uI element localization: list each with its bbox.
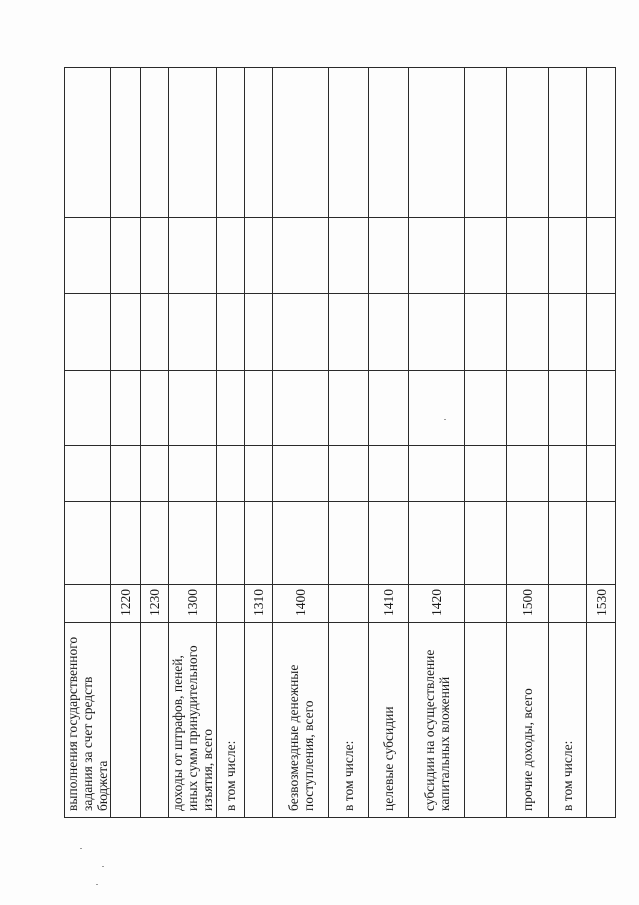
value-cell: [65, 218, 111, 294]
value-cell: [329, 446, 369, 502]
value-cell: [409, 371, 465, 446]
row-name-cell: [587, 623, 616, 818]
row-name-cell: прочие доходы, всего: [507, 623, 549, 818]
value-cell: [245, 218, 273, 294]
value-cell: [65, 371, 111, 446]
table-row: [549, 68, 587, 818]
value-cell: [217, 68, 245, 218]
value-cell: [409, 218, 465, 294]
value-cell: [507, 502, 549, 585]
value-cell: [217, 218, 245, 294]
value-cell: [169, 502, 217, 585]
row-name-cell: в том числе:: [217, 623, 245, 818]
table-row: [329, 68, 369, 818]
value-cell: [273, 371, 329, 446]
value-cell: [587, 68, 616, 218]
income-table: [64, 67, 616, 818]
rotated-table-wrapper: [64, 68, 609, 818]
value-cell: [329, 371, 369, 446]
scan-speck: [102, 866, 104, 867]
value-cell: [409, 68, 465, 218]
value-cell: [409, 502, 465, 585]
value-cell: [369, 446, 409, 502]
value-cell: [465, 446, 507, 502]
value-cell: [111, 446, 141, 502]
row-name-cell: целевые субсидии: [369, 623, 409, 818]
table-row: [111, 68, 141, 818]
value-cell: [273, 294, 329, 371]
value-cell: [507, 68, 549, 218]
value-cell: [65, 446, 111, 502]
row-name-cell: [245, 623, 273, 818]
row-name-cell: выполнения государственного задания за счет средств бюджета: [65, 623, 111, 818]
value-cell: [245, 294, 273, 371]
value-cell: [111, 68, 141, 218]
row-name-cell: в том числе:: [549, 623, 587, 818]
value-cell: [273, 68, 329, 218]
value-cell: [169, 446, 217, 502]
value-cell: [587, 502, 616, 585]
value-cell: [273, 446, 329, 502]
value-cell: [169, 294, 217, 371]
row-code-cell: 1310: [245, 585, 273, 623]
value-cell: [245, 68, 273, 218]
value-cell: [549, 371, 587, 446]
row-code-cell: 1300: [169, 585, 217, 623]
row-code-cell: 1420: [409, 585, 465, 623]
value-cell: [549, 502, 587, 585]
value-cell: [409, 446, 465, 502]
value-cell: [245, 446, 273, 502]
table-row: [141, 68, 169, 818]
value-cell: [587, 218, 616, 294]
row-code-cell: 1220: [111, 585, 141, 623]
row-name-cell: [465, 623, 507, 818]
value-cell: [369, 371, 409, 446]
row-code-cell: [549, 585, 587, 623]
value-cell: [141, 446, 169, 502]
row-code-cell: [465, 585, 507, 623]
row-code-cell: 1400: [273, 585, 329, 623]
value-cell: [217, 446, 245, 502]
value-cell: [465, 218, 507, 294]
value-cell: [273, 502, 329, 585]
value-cell: [507, 218, 549, 294]
value-cell: [217, 371, 245, 446]
table-row: [587, 68, 616, 818]
value-cell: [507, 294, 549, 371]
value-cell: [587, 371, 616, 446]
row-code-cell: 1410: [369, 585, 409, 623]
value-cell: [549, 446, 587, 502]
value-cell: [111, 371, 141, 446]
value-cell: [507, 446, 549, 502]
value-cell: [111, 218, 141, 294]
value-cell: [369, 294, 409, 371]
value-cell: [141, 502, 169, 585]
value-cell: [141, 371, 169, 446]
value-cell: [169, 68, 217, 218]
table-row: [217, 68, 245, 818]
value-cell: [65, 68, 111, 218]
value-cell: [141, 218, 169, 294]
table-row: [507, 68, 549, 818]
row-name-cell: безвозмездные денежные поступления, всего: [273, 623, 329, 818]
row-name-cell: [111, 623, 141, 818]
value-cell: [369, 68, 409, 218]
value-cell: [369, 218, 409, 294]
value-cell: [587, 446, 616, 502]
value-cell: [65, 502, 111, 585]
table-row: [273, 68, 329, 818]
scan-speck: [80, 848, 82, 849]
value-cell: [245, 371, 273, 446]
value-cell: [329, 294, 369, 371]
value-cell: [409, 294, 465, 371]
value-cell: [549, 294, 587, 371]
table-row: [169, 68, 217, 818]
value-cell: [141, 294, 169, 371]
value-cell: [465, 68, 507, 218]
value-cell: [111, 294, 141, 371]
row-name-cell: [141, 623, 169, 818]
value-cell: [273, 218, 329, 294]
table-row: [369, 68, 409, 818]
scan-speck: [444, 419, 446, 420]
value-cell: [369, 502, 409, 585]
value-cell: [169, 218, 217, 294]
scan-speck: [96, 884, 98, 885]
value-cell: [329, 502, 369, 585]
table-row: [409, 68, 465, 818]
value-cell: [465, 294, 507, 371]
value-cell: [549, 218, 587, 294]
value-cell: [245, 502, 273, 585]
value-cell: [465, 371, 507, 446]
value-cell: [329, 218, 369, 294]
row-code-cell: [65, 585, 111, 623]
row-code-cell: 1530: [587, 585, 616, 623]
row-name-cell: доходы от штрафов, пеней, иных сумм принудительного изъятия, всего: [169, 623, 217, 818]
value-cell: [65, 294, 111, 371]
value-cell: [111, 502, 141, 585]
value-cell: [549, 68, 587, 218]
value-cell: [587, 294, 616, 371]
value-cell: [465, 502, 507, 585]
value-cell: [329, 68, 369, 218]
row-code-cell: [217, 585, 245, 623]
row-code-cell: 1230: [141, 585, 169, 623]
table-row: [65, 68, 111, 818]
row-code-cell: 1500: [507, 585, 549, 623]
value-cell: [169, 371, 217, 446]
value-cell: [141, 68, 169, 218]
value-cell: [507, 371, 549, 446]
table-row: [465, 68, 507, 818]
table-row: [245, 68, 273, 818]
value-cell: [217, 502, 245, 585]
row-code-cell: [329, 585, 369, 623]
value-cell: [217, 294, 245, 371]
row-name-cell: субсидии на осуществление капитальных вложений: [409, 623, 465, 818]
row-name-cell: в том числе:: [329, 623, 369, 818]
